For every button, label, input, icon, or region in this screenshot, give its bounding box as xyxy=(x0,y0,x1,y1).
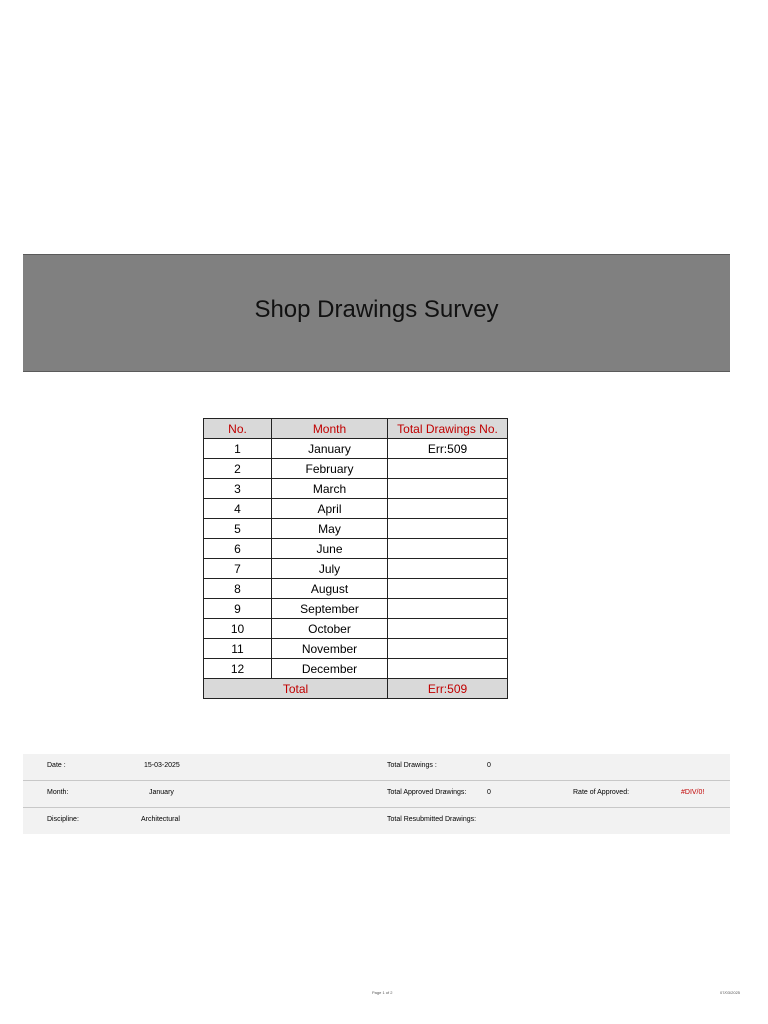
cell-month[interactable]: December xyxy=(272,659,388,679)
cell-no[interactable]: 9 xyxy=(204,599,272,619)
footer-date: 07/03/2025 xyxy=(720,990,741,995)
cell-no[interactable]: 6 xyxy=(204,539,272,559)
info-row-month xyxy=(23,781,730,808)
table-row xyxy=(204,439,508,459)
table-row xyxy=(204,459,508,479)
month-label: Month: xyxy=(47,789,69,796)
cell-total[interactable] xyxy=(388,639,508,659)
cell-total[interactable] xyxy=(388,519,508,539)
cell-total[interactable]: Err:509 xyxy=(388,439,508,459)
table-row xyxy=(204,639,508,659)
table-row xyxy=(204,559,508,579)
cell-no[interactable]: 1 xyxy=(204,439,272,459)
cell-month[interactable]: June xyxy=(272,539,388,559)
cell-no[interactable]: 5 xyxy=(204,519,272,539)
discipline-label: Discipline: xyxy=(47,816,79,823)
header-month: Month xyxy=(272,419,388,439)
cell-no[interactable]: 7 xyxy=(204,559,272,579)
header-total-drawings: Total Drawings No. xyxy=(388,419,508,439)
cell-total[interactable] xyxy=(388,599,508,619)
total-value[interactable]: Err:509 xyxy=(388,679,508,699)
table-row xyxy=(204,659,508,679)
cell-total[interactable] xyxy=(388,579,508,599)
cell-total[interactable] xyxy=(388,459,508,479)
table-row xyxy=(204,519,508,539)
date-label: Date : xyxy=(47,762,66,769)
cell-month[interactable]: August xyxy=(272,579,388,599)
drawings-table xyxy=(203,418,508,699)
cell-no[interactable]: 11 xyxy=(204,639,272,659)
table-row xyxy=(204,599,508,619)
cell-month[interactable]: March xyxy=(272,479,388,499)
info-row-discipline xyxy=(23,808,730,834)
total-approved-value[interactable]: 0 xyxy=(487,789,491,796)
total-drawings-value[interactable]: 0 xyxy=(487,762,491,769)
info-row-date xyxy=(23,754,730,781)
cell-no[interactable]: 3 xyxy=(204,479,272,499)
cell-total[interactable] xyxy=(388,479,508,499)
table-header-row xyxy=(204,419,508,439)
page-title: Shop Drawings Survey xyxy=(254,296,499,323)
cell-no[interactable]: 4 xyxy=(204,499,272,519)
table-row xyxy=(204,539,508,559)
cell-total[interactable] xyxy=(388,559,508,579)
cell-month[interactable]: February xyxy=(272,459,388,479)
page-number: Page 1 of 2 xyxy=(372,990,393,995)
table-row xyxy=(204,619,508,639)
cell-total[interactable] xyxy=(388,539,508,559)
summary-info-block xyxy=(23,754,730,834)
cell-no[interactable]: 8 xyxy=(204,579,272,599)
cell-month[interactable]: April xyxy=(272,499,388,519)
rate-approved-label: Rate of Approved: xyxy=(573,789,630,796)
cell-month[interactable]: May xyxy=(272,519,388,539)
title-banner xyxy=(23,254,730,372)
month-value[interactable]: January xyxy=(149,789,174,796)
cell-month[interactable]: October xyxy=(272,619,388,639)
cell-no[interactable]: 10 xyxy=(204,619,272,639)
cell-total[interactable] xyxy=(388,619,508,639)
total-label[interactable]: Total xyxy=(204,679,388,699)
table-row xyxy=(204,499,508,519)
cell-month[interactable]: September xyxy=(272,599,388,619)
total-resubmitted-label: Total Resubmitted Drawings: xyxy=(387,816,477,823)
cell-total[interactable] xyxy=(388,659,508,679)
cell-month[interactable]: January xyxy=(272,439,388,459)
discipline-value[interactable]: Architectural xyxy=(141,816,180,823)
table-row xyxy=(204,579,508,599)
cell-total[interactable] xyxy=(388,499,508,519)
header-no: No. xyxy=(204,419,272,439)
cell-no[interactable]: 2 xyxy=(204,459,272,479)
date-value[interactable]: 15-03-2025 xyxy=(144,762,180,769)
rate-approved-value[interactable]: #DIV/0! xyxy=(681,789,705,796)
cell-month[interactable]: July xyxy=(272,559,388,579)
cell-no[interactable]: 12 xyxy=(204,659,272,679)
cell-month[interactable]: November xyxy=(272,639,388,659)
total-approved-label: Total Approved Drawings: xyxy=(387,789,467,796)
table-row xyxy=(204,479,508,499)
total-row xyxy=(204,679,508,699)
total-drawings-label: Total Drawings : xyxy=(387,762,437,769)
